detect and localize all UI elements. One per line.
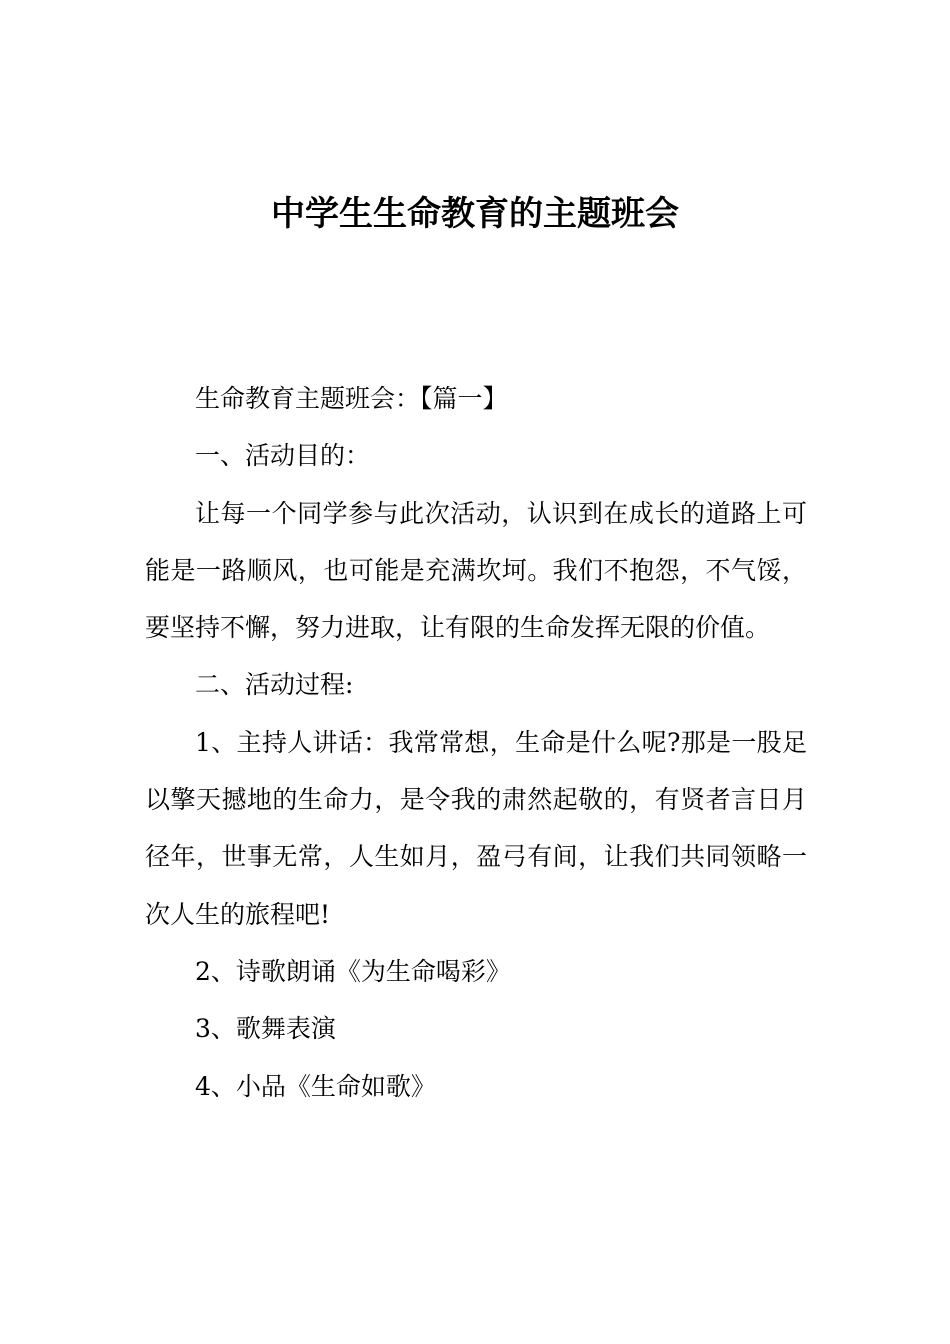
list-item-skit: 4、小品《生命如歌》 bbox=[195, 1071, 436, 1101]
section-heading-part-one: 生命教育主题班会：【篇一】 bbox=[195, 384, 508, 413]
list-item-song-dance: 3、歌舞表演 bbox=[195, 1014, 336, 1044]
heading-activity-purpose: 一、活动目的： bbox=[195, 441, 371, 471]
document-body bbox=[145, 370, 807, 1115]
list-item-poetry-recital: 2、诗歌朗诵《为生命喝彩》 bbox=[195, 956, 511, 986]
heading-activity-process: 二、活动过程: bbox=[195, 670, 354, 700]
paragraph-activity-purpose: 让每一个同学参与此次活动，认识到在成长的道路上可能是一路顺风，也可能是充满坎坷。我们不抱怨，不气馁，要坚持不懈，努力进取，让有限的生命发挥无限的价值。 bbox=[145, 498, 807, 643]
list-item-host-speech: 1、主持人讲话：我常常想，生命是什么呢?那是一股足以擎天撼地的生命力，是令我的肃然起敬的，有贤者言日月径年，世事无常，人生如月，盈弓有间，让我们共同领略一次人生的旅程吧! bbox=[145, 727, 807, 929]
document-title: 中学生生命教育的主题班会 bbox=[271, 194, 679, 234]
